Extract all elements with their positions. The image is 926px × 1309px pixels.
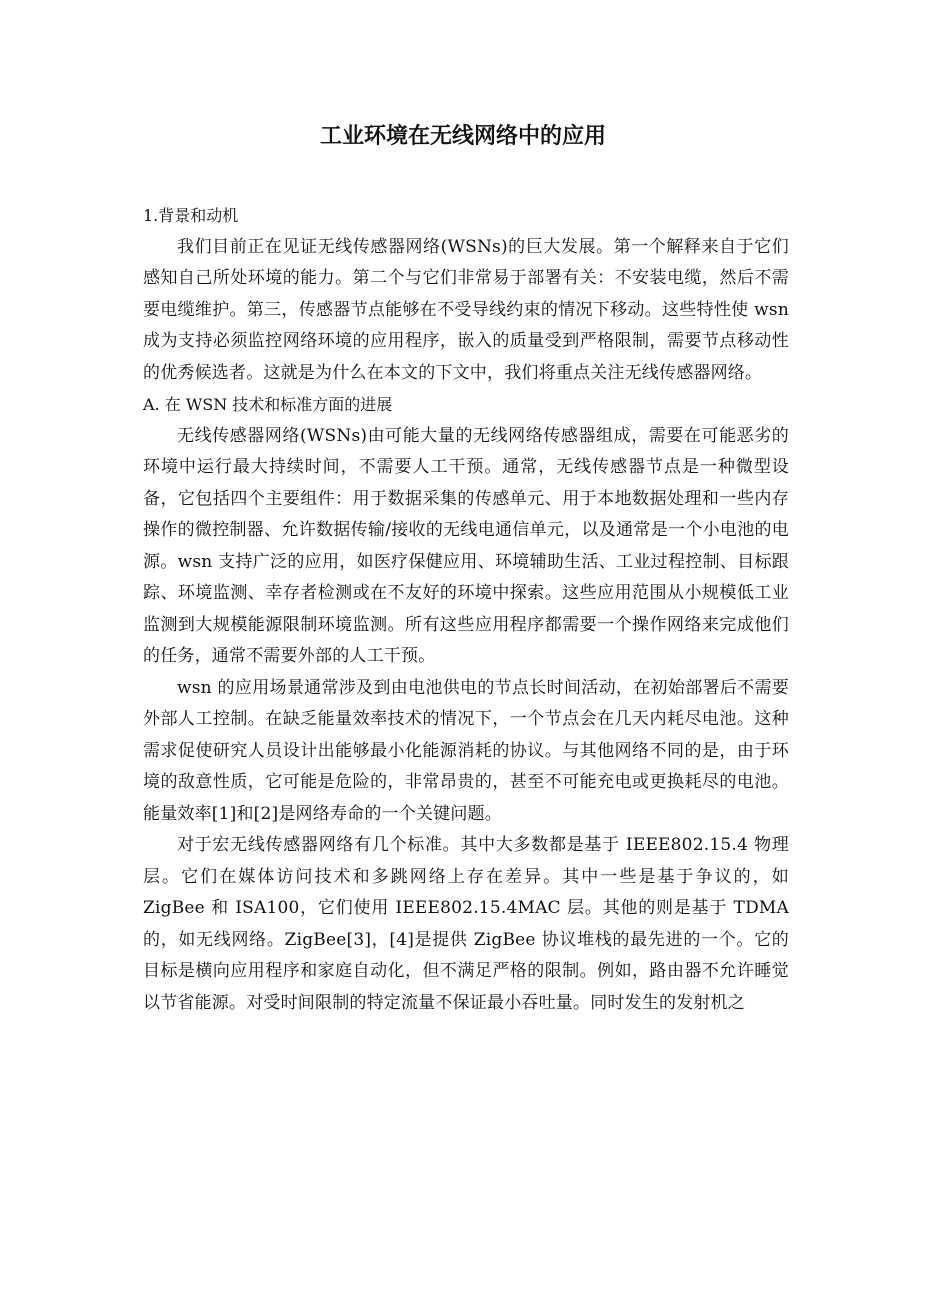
paragraph-wsn-standards: 对于宏无线传感器网络有几个标准。其中大多数都是基于 IEEE802.15.4 物理层。它们在媒体访问技术和多跳网络上存在差异。其中一些是基于争议的，如 ZigBee 和 ISA100，它们使用 IEEE802.15.4MAC 层。其他的则是基于 TDMA 的，如无线网络。ZigBee[3]，[4]是提供 ZigBee 协议堆栈的最先进的一个。它的目标是横向应用程序和家庭自动化，但不满足严格的限制。例如，路由器不允许睡觉以节省能源。对受时间限制的特定流量不保证最小吞吐量。同时发生的发射机之 <box>143 835 789 1013</box>
section-heading-background: 1.背景和动机 <box>143 206 239 225</box>
paragraph-wsn-definition: 无线传感器网络(WSNs)由可能大量的无线网络传感器组成，需要在可能恶劣的环境中运行最大持续时间，不需要人工干预。通常，无线传感器节点是一种微型设备，它包括四个主要组件：用于数据采集的传感单元、用于本地数据处理和一些内存操作的微控制器、允许数据传输/接收的无线电通信单元，以及通常是一个小电池的电源。wsn 支持广泛的应用，如医疗保健应用、环境辅助生活、工业过程控制、目标跟踪、环境监测、幸存者检测或在不友好的环境中探索。这些应用范围从小规模低工业监测到大规模能源限制环境监测。所有这些应用程序都需要一个操作网络来完成他们的任务，通常不需要外部的人工干预。 <box>143 425 789 666</box>
section-heading-wsn-progress: A. 在 WSN 技术和标准方面的进展 <box>143 395 393 414</box>
document-title: 工业环境在无线网络中的应用 <box>319 124 606 149</box>
paragraph-background: 我们目前正在见证无线传感器网络(WSNs)的巨大发展。第一个解释来自于它们感知自己所处环境的能力。第二个与它们非常易于部署有关：不安装电缆，然后不需要电缆维护。第三，传感器节点能够在不受导线约束的情况下移动。这些特性使 wsn 成为支持必须监控网络环境的应用程序，嵌入的质量受到严格限制，需要节点移动性的优秀候选者。这就是为什么在本文的下文中，我们将重点关注无线传感器网络。 <box>143 236 789 383</box>
paragraph-wsn-energy: wsn 的应用场景通常涉及到由电池供电的节点长时间活动，在初始部署后不需要外部人工控制。在缺乏能量效率技术的情况下，一个节点会在几天内耗尽电池。这种需求促使研究人员设计出能够最小化能源消耗的协议。与其他网络不同的是，由于环境的敌意性质，它可能是危险的，非常昂贵的，甚至不可能充电或更换耗尽的电池。能量效率[1]和[2]是网络寿命的一个关键问题。 <box>143 677 789 824</box>
document-body <box>143 200 789 1019</box>
